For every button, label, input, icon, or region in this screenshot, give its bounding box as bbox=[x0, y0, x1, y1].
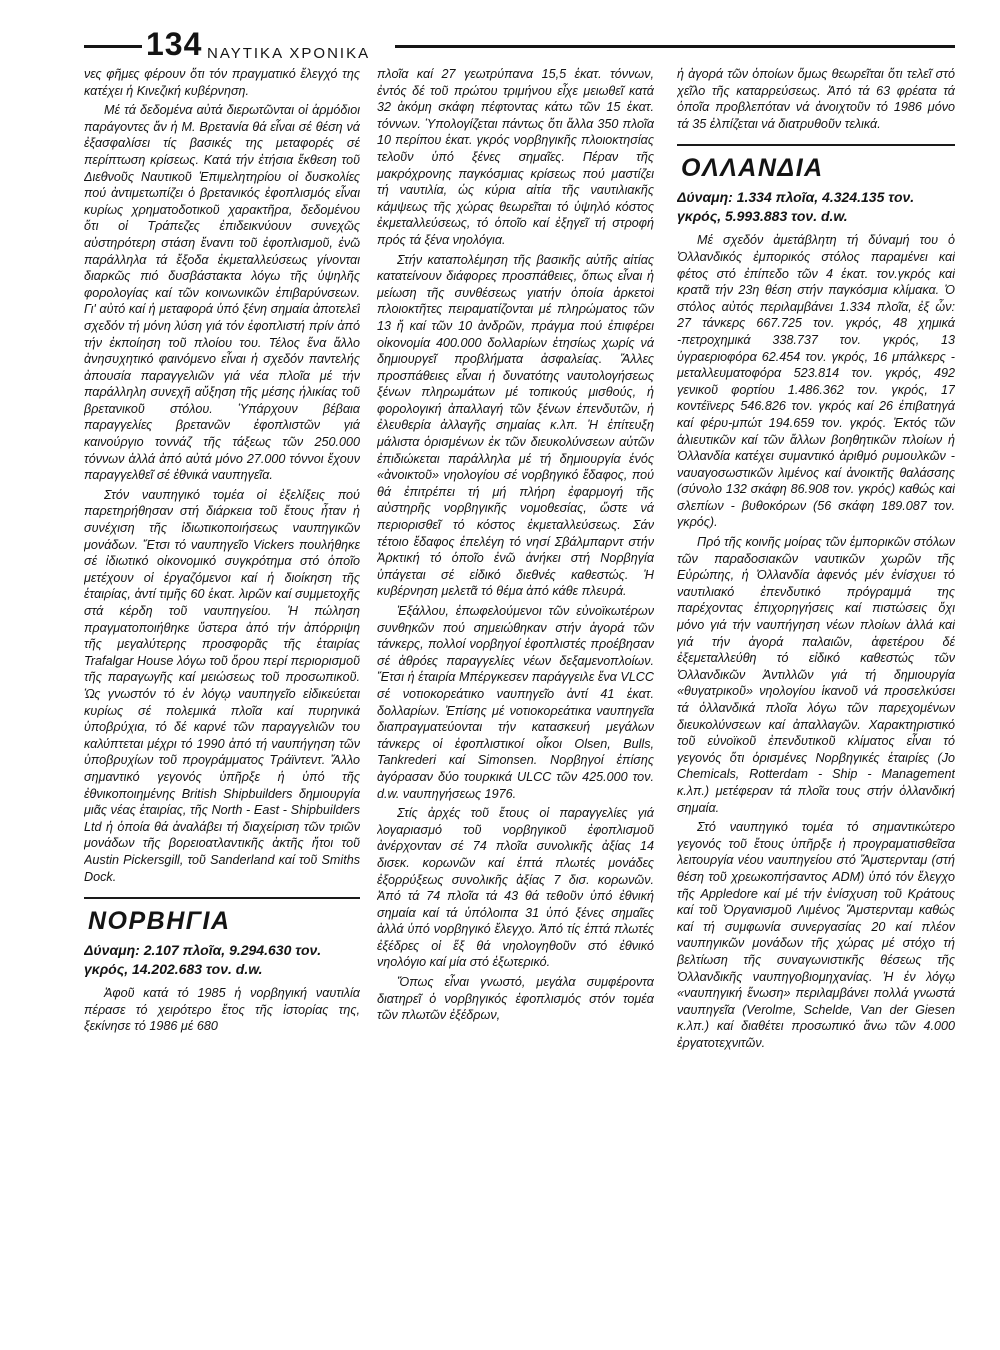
section-title-norway: ΝΟΡΒΗΓΙΑ bbox=[88, 907, 231, 936]
paragraph: Μέ τά δεδομένα αὐτά διερωτῶνται οἱ ἁρμόδιοι παράγοντες ἄν ἡ Μ. Βρετανία θά εἶναι σέ θέση νά ἐξασφαλίσει τίς βασικές της μεταφορές σέ περίπτωση κρίσεως. Κατά τήν ἐτήσια ἔκθεση τοῦ Διεθνοῦς Ναυτικοῦ Ἐπιμελητηρίου οἱ δυσκολίες πού ἀντιμετωπίζει ὁ βρετανικός ἐφοπλισμός εἶναι κυρίως χρηματοδοτικοῦ χαρακτῆρα, δεδομένου ὅτι οἱ Τράπεζες ἐπιδεικνύουν συνεχῶς αὐστηρότερη στάση ἔναντι τοῦ ἐφοπλισμοῦ, ἐνῶ παράλληλα τά ἔξοδα ἐκμεταλλεύσεως γίνονται διαρκῶς πιό δυσβάστακτα λόγω τῆς ὑψηλῆς φορολογίας καί τῶν κοινωνικῶν ἐπιβαρύνσεων. Γι' αὐτό καί ἡ μεταφορά ὑπό ξένη σημαία ἀποτελεῖ σχεδόν τή μόνη λύση γιά τόν ἐφοπλιστή πρίν ἀπό τήν ἐκποίηση τοῦ πλοίου του. Τέλος ἕνα ἄλλο ἀνησυχητικό φαινόμενο εἶναι ἡ σχεδόν παντελής ἀπουσία παραγγελιῶν γιά νέα πλοῖα μέ τήν παράλληλη συνεχῆ αὔξηση τῆς μέσης ἡλικίας τοῦ βρετανικοῦ στόλου. Ὑπάρχουν βέβαια παραγγελίες βρετανῶν ἐφοπλιστῶν γιά καινούργιο τοννάζ τῆς τάξεως τῶν 250.000 τόννων ἀλλά ἀπό αὐτά μόνο 27.000 τόννοι ἔχουν παραγγελθεῖ σέ ἐθνικά ναυπηγεῖα. bbox=[84, 103, 360, 483]
paragraph: ἡ ἀγορά τῶν ὁποίων ὅμως θεωρεῖται ὅτι τελεῖ στό χεῖλο τῆς καταρρεύσεως. Ἀπό τά 63 φρέατα τά ὁποῖα προβλεπόταν νά ἀνοιχτοῦν τό 1986 μόνο τά 35 ἐλπίζεται νά διατρυθοῦν τελικά. bbox=[677, 67, 955, 131]
paragraph: Στόν ναυπηγικό τομέα οἱ ἐξελίξεις πού παρετηρήθησαν στή διάρκεια τοῦ ἔτους ἦταν ἡ συνέχιση τῆς ἰδιωτικοποιήσεως ναυπηγικῶν μονάδων. Ἔτσι τό ναυπηγεῖο Vickers πουλήθηκε σέ ἰδιωτικό οἰκονομικό συγκρότημα στό ὁποῖο μετέχουν οἱ ἐργαζόμενοι καί ἡ διοίκηση τῆς ἑταιρίας, ἀντί τιμῆς 60 ἑκατ. λιρῶν καί συμμετοχῆς στά κέρδη τοῦ ναυπηγείου. Ἡ πώληση πραγματοποιήθηκε ὕστερα ἀπό τήν ἀπόρριψη τῆς μεγαλύτερης προσφορᾶς τῆς ἑταιρίας Trafalgar House λόγω τοῦ ὅρου περί περιορισμοῦ τῆς παραγωγῆς καί μειώσεως τοῦ προσωπικοῦ. Ὡς γνωστόν τό ἐν λόγῳ ναυπηγεῖο εἰδικεύεται κυρίως σέ πολεμικά πλοῖα καί πυρηνικά ὑποβρύχια, τό δέ καρνέ τῶν παραγγελιῶν του καλύπτεται μέχρι τό 1990 ἀπό τή ναυπήγηση τῶν ὑποβρυχίων τοῦ προγράμματος Τράϊντεντ. Ἄλλο σημαντικό γεγονός ὑπῆρξε ἡ ὑπό τῆς ἐθνικοποιημένης British Shipbuilders δημιουργία μιᾶς νέας ἑταιρίας, τῆς North - East - Shipbuilders Ltd ἡ ὁποία θά ἀναλάβει τή διαχείριση τῶν τριῶν μονάδων τῆς βορειοατλαντικῆς ἀκτῆς ἤτοι τοῦ Austin Pickersgill, τοῦ Sanderland καί τοῦ Smiths Dock. bbox=[84, 487, 360, 884]
column-left bbox=[84, 66, 360, 1316]
page-number: 134 bbox=[146, 26, 203, 62]
section-rule bbox=[84, 897, 360, 899]
paragraph: νες φῆμες φέρουν ὅτι τόν πραγματικό ἔλεγχό της κατέχει ἡ Κινεζική κυβέρνηση. bbox=[84, 67, 360, 98]
paragraph: Μέ σχεδόν ἀμετάβλητη τή δύναμή του ὁ Ὀλλανδικός ἐμπορικός στόλος παραμένει καί φέτος στό ἐπίπεδο τῶν 4 ἑκατ. τον.γκρός καί κρατᾶ τήν 23η θέση στήν παγκόσμια κλίμακα. Ὁ στόλος αὐτός περιλαμβάνει 1.334 πλοῖα, ἐξ ὧν: 27 τάνκερς 667.725 τον. γκρός, 48 χημικά -πετροχημικά 338.737 τον. γκρός, 13 ὑγραεριοφόρα 62.454 τον. γκρός, 16 μπάλκερς - μεταλλευματοφόρα 523.814 τον. γκρός, 492 γενικοῦ φορτίου 1.486.362 τον. γκρός, 17 κοντέϊνερς 546.826 τον. γκρός καί 26 ἐπιβατηγά καί φέρυ-μπώτ 194.659 τον. γκρός. Ἐκτός τῶν ἁλιευτικῶν καί τῶν ἄλλων βοηθητικῶν πλοίων ἡ Ὀλλανδία κατέχει συμαντικό ἀριθμό ρυμουλκῶν - ναυαγοσωστικῶν λιμένος καί ἀνοικτῆς θαλάσσης (σύνολο 132 σκάφη 86.908 τον. γκρός) καθώς καί σλεπίων - βυθοκόρων (56 σκάφη 189.087 τον. γκρός). bbox=[677, 233, 955, 530]
section-subtitle-norway: Δύναμη: 2.107 πλοῖα, 9.294.630 τον. γκρός, 14.202.683 τον. d.w. bbox=[84, 942, 322, 978]
section-subtitle-netherlands: Δύναμη: 1.334 πλοῖα, 4.324.135 τον. γκρός, 5.993.883 τον. d.w. bbox=[677, 189, 915, 225]
paragraph: Ὅπως εἶναι γνωστό, μεγάλα συμφέροντα διατηρεῖ ὁ νορβηγικός ἐφοπλισμός στόν τομέα τῶν πλωτῶν ἐξέδρων, bbox=[377, 975, 654, 1023]
section-title-netherlands: ΟΛΛΑΝΔΙΑ bbox=[681, 154, 824, 183]
header-rule-right bbox=[395, 45, 955, 48]
header-rule-left bbox=[84, 45, 142, 48]
paragraph: Ἐξάλλου, ἐπωφελούμενοι τῶν εὐνοϊκωτέρων συνθηκῶν πού σημειώθηκαν στήν ἀγορά τῶν τάνκερς, πολλοί νορβηγοί ἐφοπλιστές προέβησαν σέ ἀθρόες παραγγελίες νέων δεξαμενοπλοίων. Ἔτσι ἡ ἑταιρία Μπέργκεσεν παράγγειλε ἕνα VLCC σέ νοτιοκορεάτικο ναυπηγεῖο ἀντί 41 ἑκατ. δολλαρίων. Ἐπίσης μέ νοτιοκορεάτικα ναυπηγεῖα διαπραγματεύονται τήν κατασκευή μεγάλων τάνκερς οἱ ἐφοπλιστικοί οἶκοι Olsen, Bulls, Tankrederi καί Simonsen. Νορβηγοί ἐπίσης ἀγόρασαν δύο τουρκικά ULCC τῶν 425.000 τον. d.w. ναυπηγήσεως 1976. bbox=[377, 604, 654, 801]
column-right bbox=[677, 66, 955, 1316]
paragraph: Ἀφοῦ κατά τό 1985 ἡ νορβηγική ναυτιλία πέρασε τό χειρότερο ἔτος τῆς ἱστορίας της, ξεκίνησε τό 1986 μέ 680 bbox=[84, 986, 360, 1034]
paragraph: Πρό τῆς κοινῆς μοίρας τῶν ἐμπορικῶν στόλων τῶν παραδοσιακῶν ναυτικῶν χωρῶν τῆς Εὐρώπης, ἡ Ὀλλανδία ἀφενός μέν ἐνίσχυει τό ναυτιλιακό ἐπενδυτικό πρόγραμμά της παρέχοντας ἐπιχορηγήσεις καί πιστώσεις ὄχι μόνο γιά τήν ναυπήγηση νέων πλοίων ἀλλά καί γιά τήν ἀγορά παλαιῶν, ἀφετέρου δέ ἐξεμεταλλεύθη τό εἰδικό καθεστώς τῶν Ὀλλανδικῶν Ἀντιλλῶν γιά τή δημιουργία «θυγατρικοῦ» νηολογίου ἱκανοῦ νά προσελκύσει τά ὀλλανδικά πλοῖα λόγω τῶν παρεχομένων διευκολύνσεων καί ἀπαλλαγῶν. Χαρακτηριστικό τοῦ εὐνοϊκοῦ ἐπενδυτικοῦ κλίματος εἶναι τό γεγονός ὅτι ὁρισμένες Νορβηγικές ἑταιρίες (Jo Chemicals, Rotterdam - Ship - Management κ.λπ.) μετέφεραν τά πλοῖα τους στήν ὀλλανδική σημαία. bbox=[677, 535, 955, 815]
section-rule bbox=[677, 144, 955, 146]
column-middle bbox=[377, 66, 654, 1316]
paragraph: Στίς ἀρχές τοῦ ἔτους οἱ παραγγελίες γιά λογαριασμό τοῦ νορβηγικοῦ ἐφοπλισμοῦ ἀνέρχονταν σέ 74 πλοῖα συνολικῆς ἀξίας 14 δισεκ. κορωνῶν καί ἑπτά πλωτές μονάδες ἐξορρύξεως συνολικῆς ἀξίας 7 δισ. κορωνῶν. Ἀπό τά 74 πλοῖα τά 43 θά τεθοῦν ὑπό ἐθνική σημαία καί τά ὑπόλοιπα 31 ὑπό ξένες σημαῖες ἀλλά ὑπό νορβηγικό ἔλεγχο. Ἀπό τίς ἑπτά πλωτές ἐξέδρες οἱ ἕξ θά νηολογηθοῦν στό ἐθνικό νηολόγιο καί μία στό ἐξωτερικό. bbox=[377, 806, 654, 970]
paragraph: πλοῖα καί 27 γεωτρύπανα 15,5 ἑκατ. τόννων, ἐντός δέ τοῦ πρώτου τριμήνου εἶχε μειωθεῖ κατά 32 ἀκόμη σκάφη πέφτοντας κάτω τῶν 15 ἑκατ. τόννων. Ὑπολογίζεται πάντως ὅτι ἄλλα 350 πλοῖα 10 περίπου ἑκατ. γκρός νορβηγικῆς πλοιοκτησίας τελοῦν ὑπό ξένες σημαῖες. Πέραν τῆς μακρόχρονης παγκόσμιας κρίσεως πού μαστίζει τή ναυτιλία, ὡς κύρια αἰτία τῆς ναυτιλιακῆς κάμψεως τῆς χώρας θεωρεῖται τό ὑψηλό κόστος ἐκμεταλλεύσεως, τό ὁποῖο καί ἐξηγεῖ τή στροφή πρός τά ξένα νηολόγια. bbox=[377, 67, 654, 247]
magazine-title: ΝΑΥΤΙΚΑ ΧΡΟΝΙΚΑ bbox=[207, 45, 371, 62]
paragraph: Στό ναυπηγικό τομέα τό σημαντικώτερο γεγονός τοῦ ἔτους ὑπῆρξε ἡ προγραματισθεῖσα λειτουργία νέου ναυπηγείου στό Ἄμστερνταμ (στή θέση τοῦ χρεωκοπήσαντος ADM) ὑπό τόν ἔλεγχο τῆς Appledore καί μέ τήν ἐνίσχυση τοῦ Κράτους καί τοῦ Ὀργανισμοῦ Λιμένος Ἄμστερνταμ καθώς καί τή συμφωνία συνεργασίας 20 καί πλέον ναυπηγικῶν μονάδων τῆς χώρας μέ στόχο τή βελτίωση τῆς συναγωνιστικῆς θέσεως τῆς Ὀλλανδικῆς ναυπηγοβιομηχανίας. Ἡ ἐν λόγῳ «ναυπηγική ἕνωση» περιλαμβάνει πολλά γνωστά ναυπηγεῖα (Verolme, Schelde, Van der Giesen κ.λπ.) καί διαθέτει προσωπικό ἄνω τῶν 4.000 ἐργατοτεχνιτῶν. bbox=[677, 820, 955, 1050]
paragraph: Στήν καταπολέμηση τῆς βασικῆς αὐτῆς αἰτίας κατατείνουν διάφορες προσπάθειες, ὅπως εἶναι ἡ μείωση τῆς συνθέσεως γιατήν ὁποία ἀρκετοί πλοιοκτῆτες πειραματίζονται μέ πληρώματος τῶν 13 ἤ καί τῶν 10 ἀνδρῶν, πράγμα πού ἐπιφέρει οἰκονομία 400.000 δολλαρίων ἐτησίως χωρίς νά δημιουργεῖ προβλήματα ἀσφαλείας. Ἄλλες προσπάθειες εἶναι ἡ δυνατότης ναυτολογήσεως ξένων πληρωμάτων μέ τοπικούς μισθούς, ἡ φορολογική ἀπαλλαγή τῶν ξένων ἐπενδυτῶν, ἡ ἐλευθερία ἀλλαγῆς σημαίας κ.λπ. Ἡ ἐπίτευξη μάλιστα ὁρισμένων ἐκ τῶν διευκολύνσεων αὐτῶν ἐπιδιώκεται παράλληλα μέ τή δημιουργία ἑνός «ἀνοικτοῦ» νηολογίου σέ νορβηγικό ἔδαφος, πού θά ἐπιτρέπει τή μή πλήρη ἐφαρμογή τῆς αὐστηρῆς νορβηγικῆς νομοθεσίας, ὥστε νά περιορισθεῖ τό κόστος ἐκμεταλλεύσεως. Σάν τέτοιο ἔδαφος ἐπελέγη τό νησί Σβάλμπαρντ στήν Ἀρκτική τό ὁποῖο ἐνῶ ἀνήκει στή Νορβηγία ὑπάγεται σέ εἰδικό διεθνές καθεστώς. Ἡ κυβέρνηση μελετᾶ τό θέμα ἀπό κάθε πλευρά. bbox=[377, 252, 654, 599]
